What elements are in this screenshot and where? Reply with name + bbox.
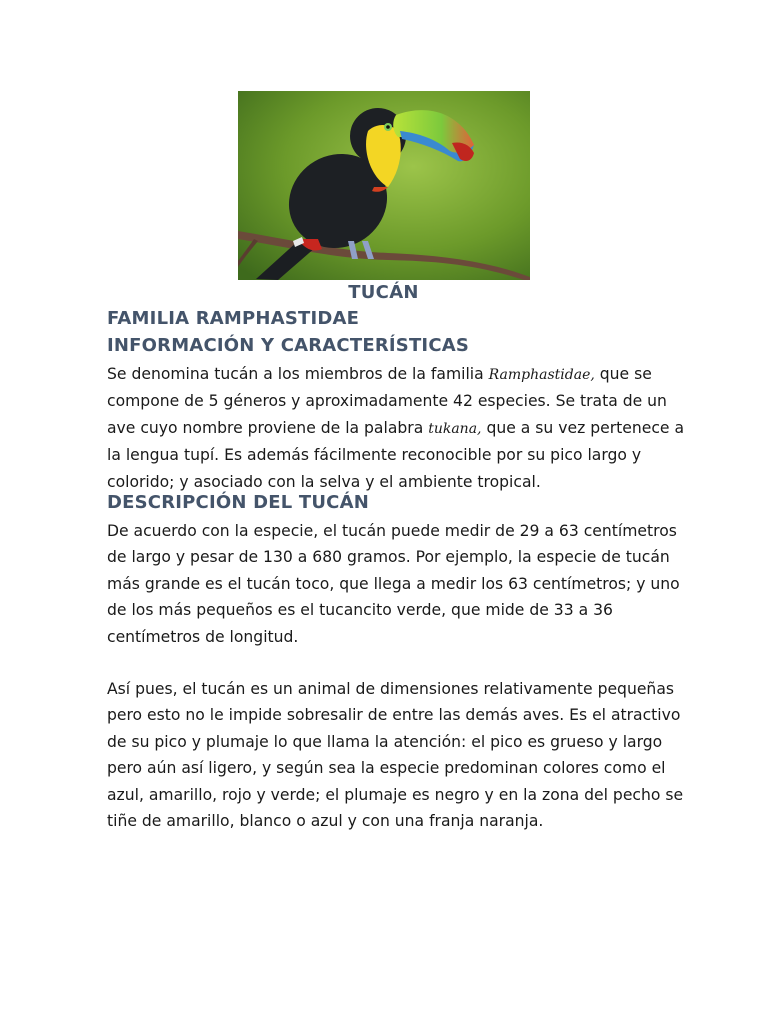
text-line <box>107 415 684 442</box>
text-line: la lengua tupí. Es además fácilmente reconocible por su pico largo y <box>107 446 642 465</box>
text-line: de su pico y plumaje lo que llama la atención: el pico es grueso y largo <box>107 732 663 751</box>
text-line: compone de 5 géneros y aproximadamente 42 especies. Se trata de un <box>107 392 667 411</box>
text-line: centímetros de longitud. <box>107 627 299 646</box>
text-line: colorido; y asociado con la selva y el ambiente tropical. <box>107 472 541 491</box>
text-line: De acuerdo con la especie, el tucán puede medir de 29 a 63 centímetros <box>107 522 677 540</box>
scientific-name: tukana, <box>428 420 482 437</box>
text-line: de largo y pesar de 130 a 680 gramos. Por ejemplo, la especie de tucán <box>107 548 670 567</box>
text-segment: que se <box>594 365 652 383</box>
description-paragraph-2 <box>107 676 684 834</box>
scientific-name: Ramphastidae, <box>488 367 595 383</box>
text-segment: Se denomina tucán a los miembros de la familia <box>107 365 489 383</box>
text-line: Así pues, el tucán es un animal de dimensiones relativamente pequeñas <box>107 680 674 698</box>
intro-paragraph <box>107 361 684 495</box>
text-line: más grande es el tucán toco, que llega a medir los 63 centímetros; y uno <box>107 574 680 593</box>
text-line <box>107 361 663 388</box>
description-paragraph-1 <box>107 518 680 650</box>
text-segment: que a su vez pertenece a <box>481 418 684 437</box>
text-line: pero aún así ligero, y según sea la especie predominan colores como el <box>107 759 666 778</box>
page-title: TUCÁN <box>348 282 419 303</box>
text-line: tiñe de amarillo, blanco o azul y con una franja naranja. <box>107 812 544 831</box>
text-segment: ave cuyo nombre proviene de la palabra <box>107 418 429 437</box>
text-line: de los más pequeños es el tucancito verde, que mide de 33 a 36 <box>107 601 613 620</box>
heading-info: INFORMACIÓN Y CARACTERÍSTICAS <box>107 335 470 356</box>
toucan-photo <box>238 91 530 280</box>
heading-family: FAMILIA RAMPHASTIDAE <box>107 308 360 329</box>
heading-description: DESCRIPCIÓN DEL TUCÁN <box>107 492 369 513</box>
text-line: pero esto no le impide sobresalir de entre las demás aves. Es el atractivo <box>107 706 681 725</box>
text-line: azul, amarillo, rojo y verde; el plumaje es negro y en la zona del pecho se <box>107 785 684 804</box>
